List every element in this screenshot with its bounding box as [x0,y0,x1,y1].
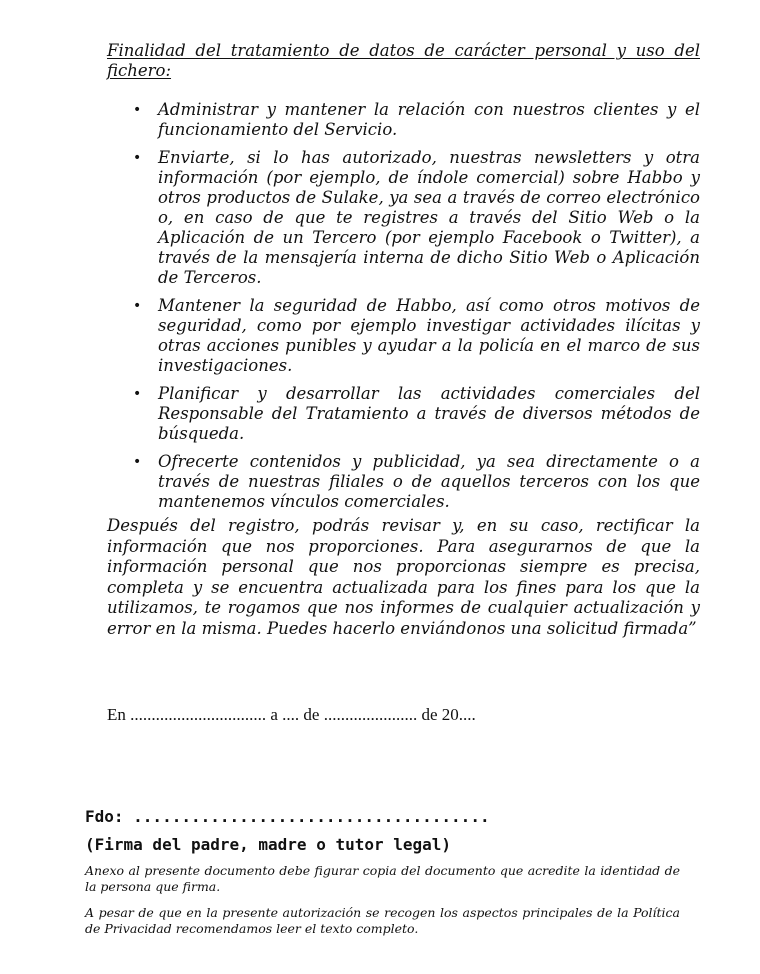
signature-caption: (Firma del padre, madre o tutor legal) [85,835,452,854]
date-place-line: En ................................ a .... de ...................... de 20.... [107,705,476,724]
purpose-text: Enviarte, si lo has autorizado, nuestras newsletters y otra información (por ejemplo, de índole comercial) sobre Habbo y otros productos de Sulake, ya sea a través de correo electrónico o, en caso de que te registres a través del Sitio Web o la Aplicación de un Tercero (por ejemplo Facebook o Twitter), a través de la mensajería interna de dicho Sitio Web o Aplicación de Terceros. [158,148,700,287]
bullet-icon: • [133,150,142,166]
bullet-icon: • [133,102,142,118]
privacy-note: A pesar de que en la presente autorización se recogen los aspectos principales de la Política de Privacidad recomendamos leer el texto completo. [85,905,680,936]
purpose-list [107,100,700,520]
list-item [107,100,700,140]
list-item [107,148,700,288]
purpose-text: Mantener la seguridad de Habbo, así como otros motivos de seguridad, como por ejemplo investigar actividades ilícitas y otras acciones punibles y ayudar a la policía en el marco de sus investigaciones. [158,296,700,375]
bullet-icon: • [133,454,142,470]
purpose-text: Ofrecerte contenidos y publicidad, ya sea directamente o a través de nuestras filiales o de aquellos terceros con los que mantenemos vínculos comerciales. [158,452,700,511]
list-item [107,296,700,376]
purpose-text: Administrar y mantener la relación con nuestros clientes y el funcionamiento del Servicio. [158,100,700,139]
signature-line: Fdo: ..................................... [85,807,490,826]
purpose-text: Planificar y desarrollar las actividades comerciales del Responsable del Tratamiento a través de diversos métodos de búsqueda. [158,384,700,443]
bullet-icon: • [133,298,142,314]
annex-note: Anexo al presente documento debe figurar copia del documento que acredite la identidad de la persona que firma. [85,863,680,894]
list-item [107,384,700,444]
closing-paragraph: Después del registro, podrás revisar y, en su caso, rectificar la información que nos proporciones. Para asegurarnos de que la información personal que nos proporcionas siempre es precisa, completa y se encuentra actualizada para los fines para los que la utilizamos, te rogamos que nos informes de cualquier actualización y error en la misma. Puedes hacerlo enviándonos una solicitud firmada” [107,516,700,638]
section-heading: Finalidad del tratamiento de datos de carácter personal y uso del fichero: [107,41,700,80]
bullet-icon: • [133,386,142,402]
list-item [107,452,700,512]
